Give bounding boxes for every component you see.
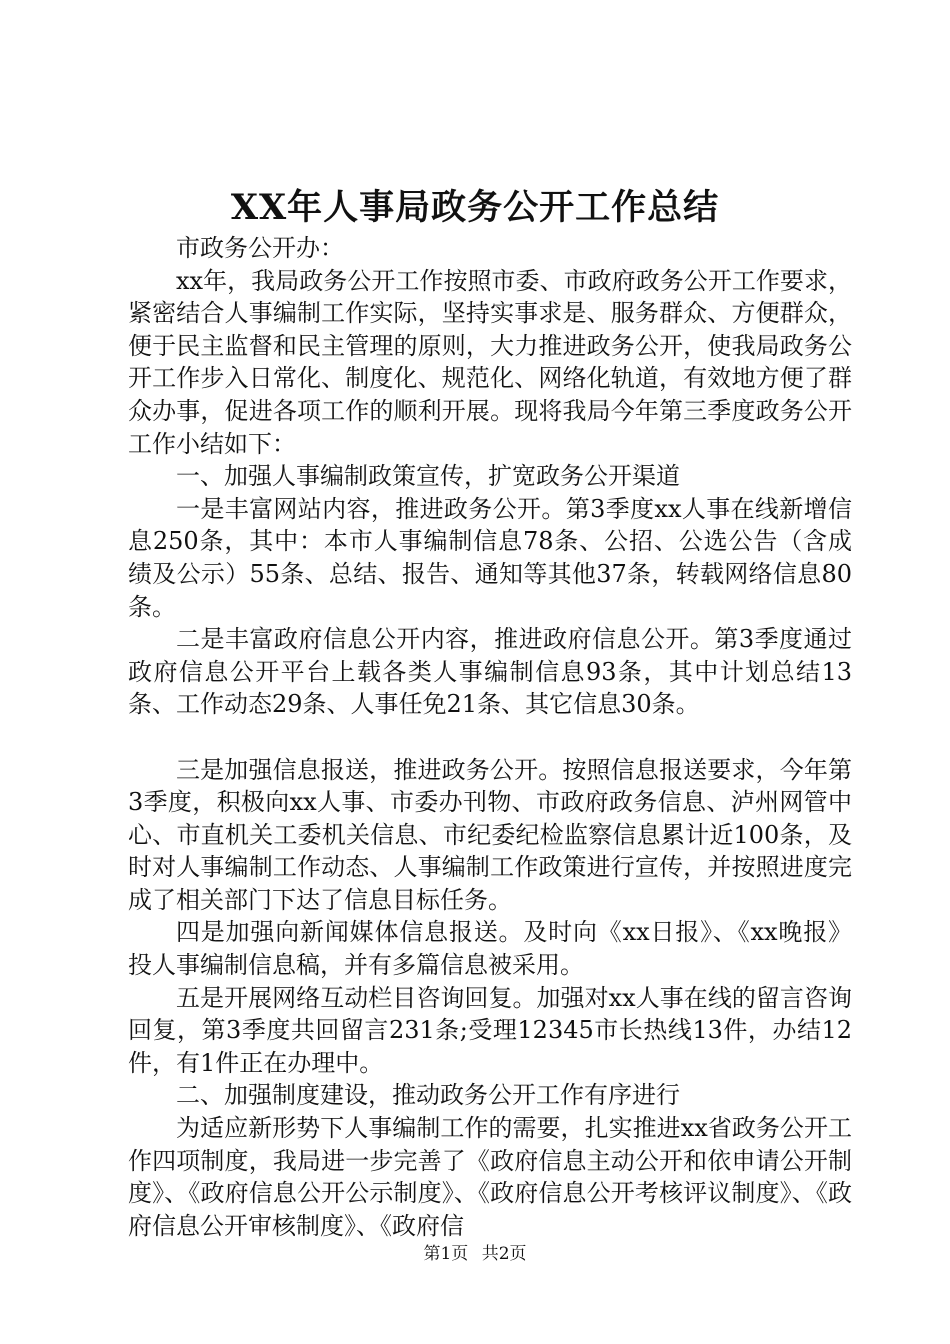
page-number: 第1页 bbox=[423, 1244, 469, 1264]
paragraph-item-3: 三是加强信息报送，推进政务公开。按照信息报送要求，今年第3季度，积极向xx人事、市委办刊物、市政府政务信息、泸州网管中心、市直机关工委机关信息、市纪委纪检监察信息累计近100条，及时对人事编制工作动态、人事编制工作政策进行宣传，并按照进度完成了相关部门下达了信息目标任务。 bbox=[128, 755, 852, 914]
paragraph-system: 为适应新形势下人事编制工作的需要，扎实推进xx省政务公开工作四项制度，我局进一步完善了《政府信息主动公开和依申请公开制度》、《政府信息公开公示制度》、《政府信息公开考核评议制度》、《政府信息公开审核制度》、《政府信 bbox=[128, 1114, 852, 1240]
paragraph-item-4: 四是加强向新闻媒体信息报送。及时向《xx日报》、《xx晚报》投人事编制信息稿，并有多篇信息被采用。 bbox=[128, 918, 852, 980]
paragraph-item-5: 五是开展网络互动栏目咨询回复。加强对xx人事在线的留言咨询回复，第3季度共回留言231条;受理12345市长热线13件，办结12件，有1件正在办理中。 bbox=[128, 983, 852, 1077]
document-body bbox=[128, 232, 852, 1242]
paragraph-item-2: 二是丰富政府信息公开内容，推进政府信息公开。第3季度通过政府信息公开平台上载各类人事编制信息93条，其中计划总结13条、工作动态29条、人事任免21条、其它信息30条。 bbox=[128, 625, 852, 719]
section-heading-1: 一、加强人事编制政策宣传，扩宽政务公开渠道 bbox=[176, 462, 680, 491]
section-heading-2: 二、加强制度建设，推动政务公开工作有序进行 bbox=[176, 1081, 680, 1110]
paragraph-item-1: 一是丰富网站内容，推进政务公开。第3季度xx人事在线新增信息250条，其中：本市人事编制信息78条、公招、公选公告（含成绩及公示）55条、总结、报告、通知等其他37条，转载网络信息80条。 bbox=[128, 494, 852, 621]
blank-line bbox=[128, 721, 852, 754]
page-total: 共2页 bbox=[481, 1244, 527, 1264]
document-title: XX年人事局政务公开工作总结 bbox=[230, 187, 720, 228]
page-footer bbox=[0, 1242, 950, 1266]
salutation: 市政务公开办： bbox=[176, 234, 344, 262]
intro-paragraph: xx年，我局政务公开工作按照市委、市政府政务公开工作要求，紧密结合人事编制工作实际，坚持实事求是、服务群众、方便群众，便于民主监督和民主管理的原则，大力推进政务公开，使我局政务公开工作步入日常化、制度化、规范化、网络化轨道，有效地方便了群众办事，促进各项工作的顺利开展。现将我局今年第三季度政务公开工作小结如下： bbox=[128, 266, 852, 458]
